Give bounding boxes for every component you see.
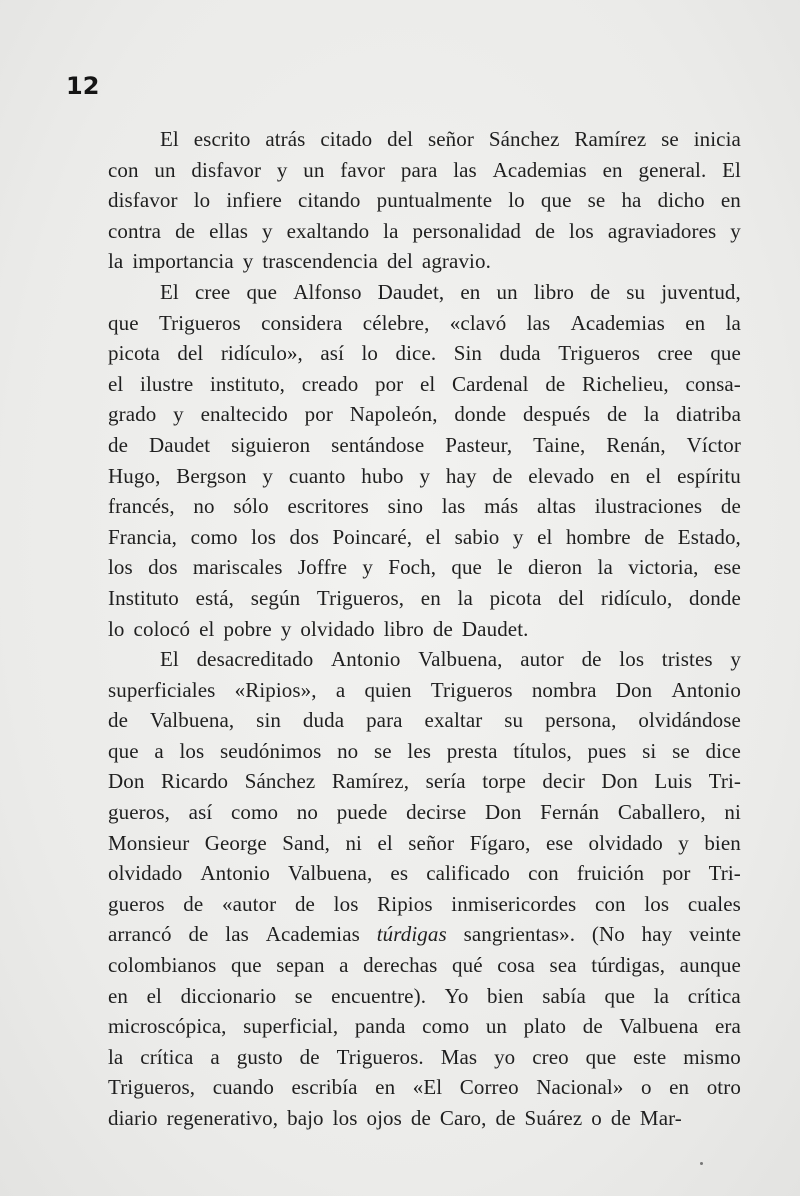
text-line: Don Ricardo Sánchez Ramírez, sería torpe decir Don Luis Tri- — [108, 769, 741, 794]
text-line: El desacreditado Antonio Valbuena, autor de los tristes y — [160, 647, 741, 672]
paragraph — [108, 644, 741, 1134]
text-line: con un disfavor y un favor para las Academias en general. El — [108, 157, 741, 182]
text-line: que Trigueros considera célebre, «clavó las Academias en la — [108, 310, 741, 335]
text-line: diario regenerativo, bajo los ojos de Caro, de Suárez o de Mar- — [108, 1106, 682, 1130]
text-line: picota del ridículo», así lo dice. Sin duda Trigueros cree que — [108, 341, 741, 366]
text-line: contra de ellas y exaltando la personalidad de los agraviadores y — [108, 218, 741, 243]
text-line: la importancia y trascendencia del agravio. — [108, 249, 491, 274]
text-line: que a los seudónimos no se les presta títulos, pues si se dice — [108, 738, 741, 763]
paper-speck — [700, 1162, 703, 1165]
paragraph — [108, 124, 741, 277]
text-line: la crítica a gusto de Trigueros. Mas yo creo que este mismo — [108, 1044, 741, 1069]
paragraph — [108, 277, 741, 644]
text-line: en el diccionario se encuentre). Yo bien sabía que la crítica — [108, 983, 741, 1008]
text-line: Instituto está, según Trigueros, en la picota del ridículo, donde — [108, 585, 741, 610]
body-text — [108, 124, 741, 1134]
text-line: Francia, como los dos Poincaré, el sabio y el hombre de Estado, — [108, 524, 741, 549]
text-line: colombianos que sepan a derechas qué cosa sea túrdigas, aunque — [108, 953, 741, 978]
text-line: Monsieur George Sand, ni el señor Fígaro, ese olvidado y bien — [108, 830, 741, 855]
text-line: Trigueros, cuando escribía en «El Correo Nacional» o en otro — [108, 1075, 741, 1100]
text-line: grado y enaltecido por Napoleón, donde después de la diatriba — [108, 402, 741, 427]
text-line: el ilustre instituto, creado por el Cardenal de Richelieu, consa- — [108, 371, 741, 396]
text-line: El cree que Alfonso Daudet, en un libro de su juventud, — [160, 279, 741, 304]
text-line: microscópica, superficial, panda como un plato de Valbuena era — [108, 1014, 741, 1039]
text-line: gueros, así como no puede decirse Don Fernán Caballero, ni — [108, 800, 741, 825]
text-line: de Valbuena, sin duda para exaltar su persona, olvidándose — [108, 708, 741, 733]
text-line: olvidado Antonio Valbuena, es calificado con fruición por Tri- — [108, 861, 741, 886]
text-line: lo colocó el pobre y olvidado libro de Daudet. — [108, 616, 529, 641]
text-line: arrancó de las Academias túrdigas sangrientas». (No hay veinte — [108, 922, 741, 947]
text-line: El escrito atrás citado del señor Sánchez Ramírez se inicia — [160, 127, 741, 151]
text-line: los dos mariscales Joffre y Foch, que le dieron la victoria, ese — [108, 555, 741, 580]
text-line: disfavor lo infiere citando puntualmente lo que se ha dicho en — [108, 188, 741, 213]
text-line: superficiales «Ripios», a quien Trigueros nombra Don Antonio — [108, 677, 741, 702]
text-line: gueros de «autor de los Ripios inmisericordes con los cuales — [108, 891, 741, 916]
text-line: de Daudet siguieron sentándose Pasteur, Taine, Renán, Víctor — [108, 432, 741, 457]
page-number: 12 — [66, 72, 100, 100]
text-line: Hugo, Bergson y cuanto hubo y hay de elevado en el espíritu — [108, 463, 741, 488]
text-line: francés, no sólo escritores sino las más altas ilustraciones de — [108, 494, 741, 519]
